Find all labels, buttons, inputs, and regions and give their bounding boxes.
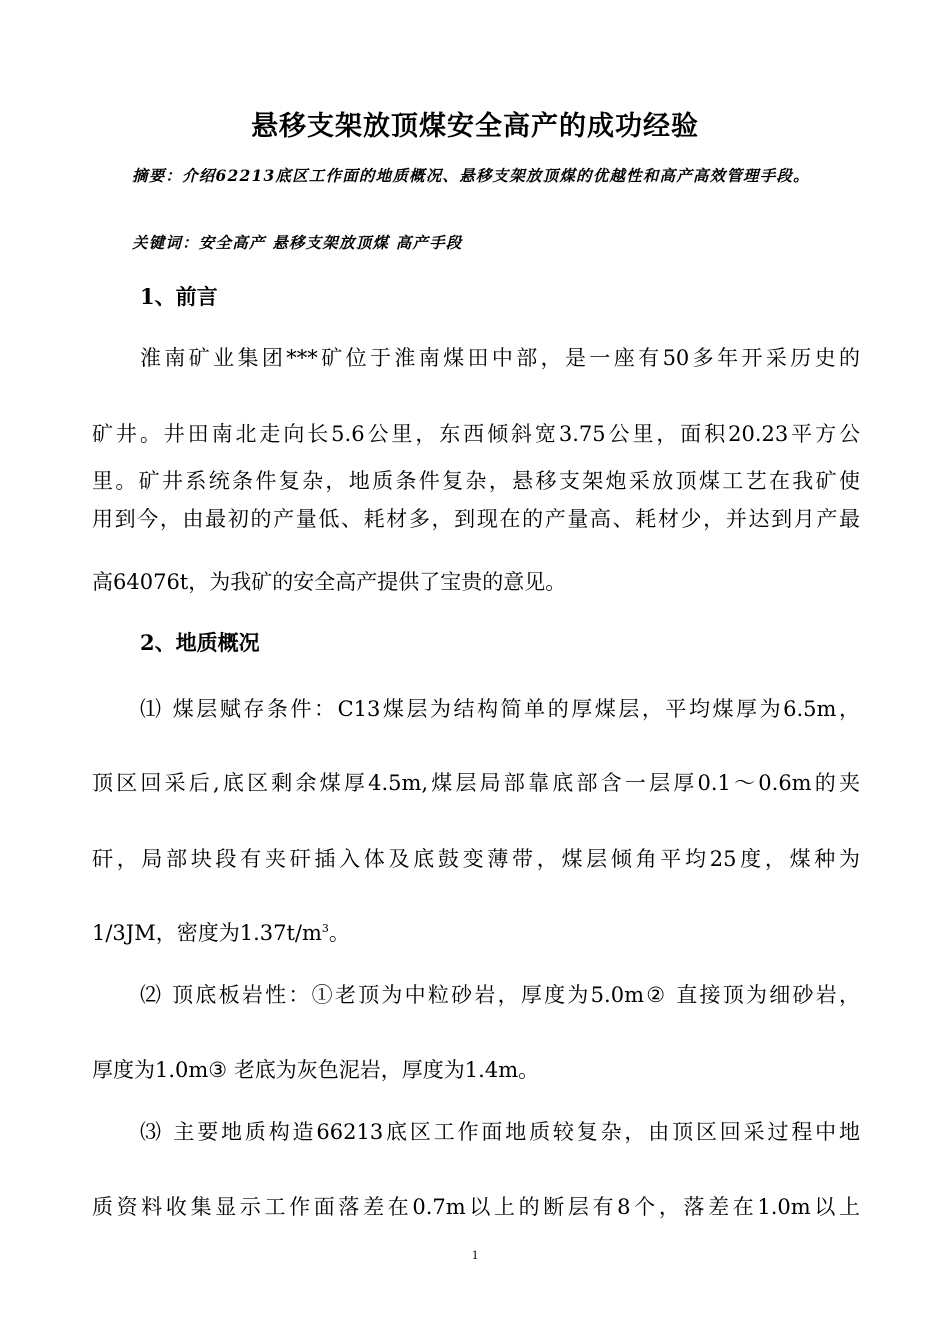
paragraph-line: 淮南矿业集团***矿位于淮南煤田中部，是一座有50多年开采历史的 [140,346,860,370]
section-heading-introduction: 1、前言 [140,284,218,309]
document-title: 悬移支架放顶煤安全高产的成功经验 [251,111,699,142]
density-superscript: 3 [321,922,329,935]
paragraph-line: 高64076t，为我矿的安全高产提供了宝贵的意见。 [92,570,567,594]
paragraph-line: 里。矿井系统条件复杂，地质条件复杂，悬移支架炮采放顶煤工艺在我矿使 [92,469,860,493]
paragraph-line: 质资料收集显示工作面落差在0.7m以上的断层有8个，落差在1.0m以上 [92,1195,860,1219]
paragraph-line: 矸，局部块段有夹矸插入体及底鼓变薄带，煤层倾角平均25度，煤种为 [92,847,860,871]
paragraph-line: 矿井。井田南北走向长5.6公里，东西倾斜宽3.75公里，面积20.23平方公 [92,422,860,446]
paragraph-line: 顶区回采后,底区剩余煤厚4.5m,煤层局部靠底部含一层厚0.1～0.6m的夹 [92,771,860,795]
paragraph-line-density [92,917,860,947]
abstract: 摘要：介绍62213底区工作面的地质概况、悬移支架放顶煤的优越性和高产高效管理手段。 [132,166,810,185]
paragraph-line: ⑶ 主要地质构造66213底区工作面地质较复杂，由顶区回采过程中地 [140,1120,860,1144]
density-text: 1/3JM，密度为1.37t/m [92,921,322,945]
density-suffix: 。 [328,921,350,945]
page-number: 1 [471,1247,479,1262]
keywords: 关键词：安全高产 悬移支架放顶煤 高产手段 [132,233,463,252]
paragraph-line: 厚度为1.0m③ 老底为灰色泥岩，厚度为1.4m。 [92,1058,540,1082]
paragraph-line: ⑴ 煤层赋存条件：C13煤层为结构简单的厚煤层，平均煤厚为6.5m， [140,697,860,721]
paragraph-line: ⑵ 顶底板岩性：①老顶为中粒砂岩，厚度为5.0m② 直接顶为细砂岩， [140,983,860,1007]
paragraph-line: 用到今，由最初的产量低、耗材多，到现在的产量高、耗材少，并达到月产最 [92,507,860,531]
section-heading-geology: 2、地质概况 [140,630,260,655]
